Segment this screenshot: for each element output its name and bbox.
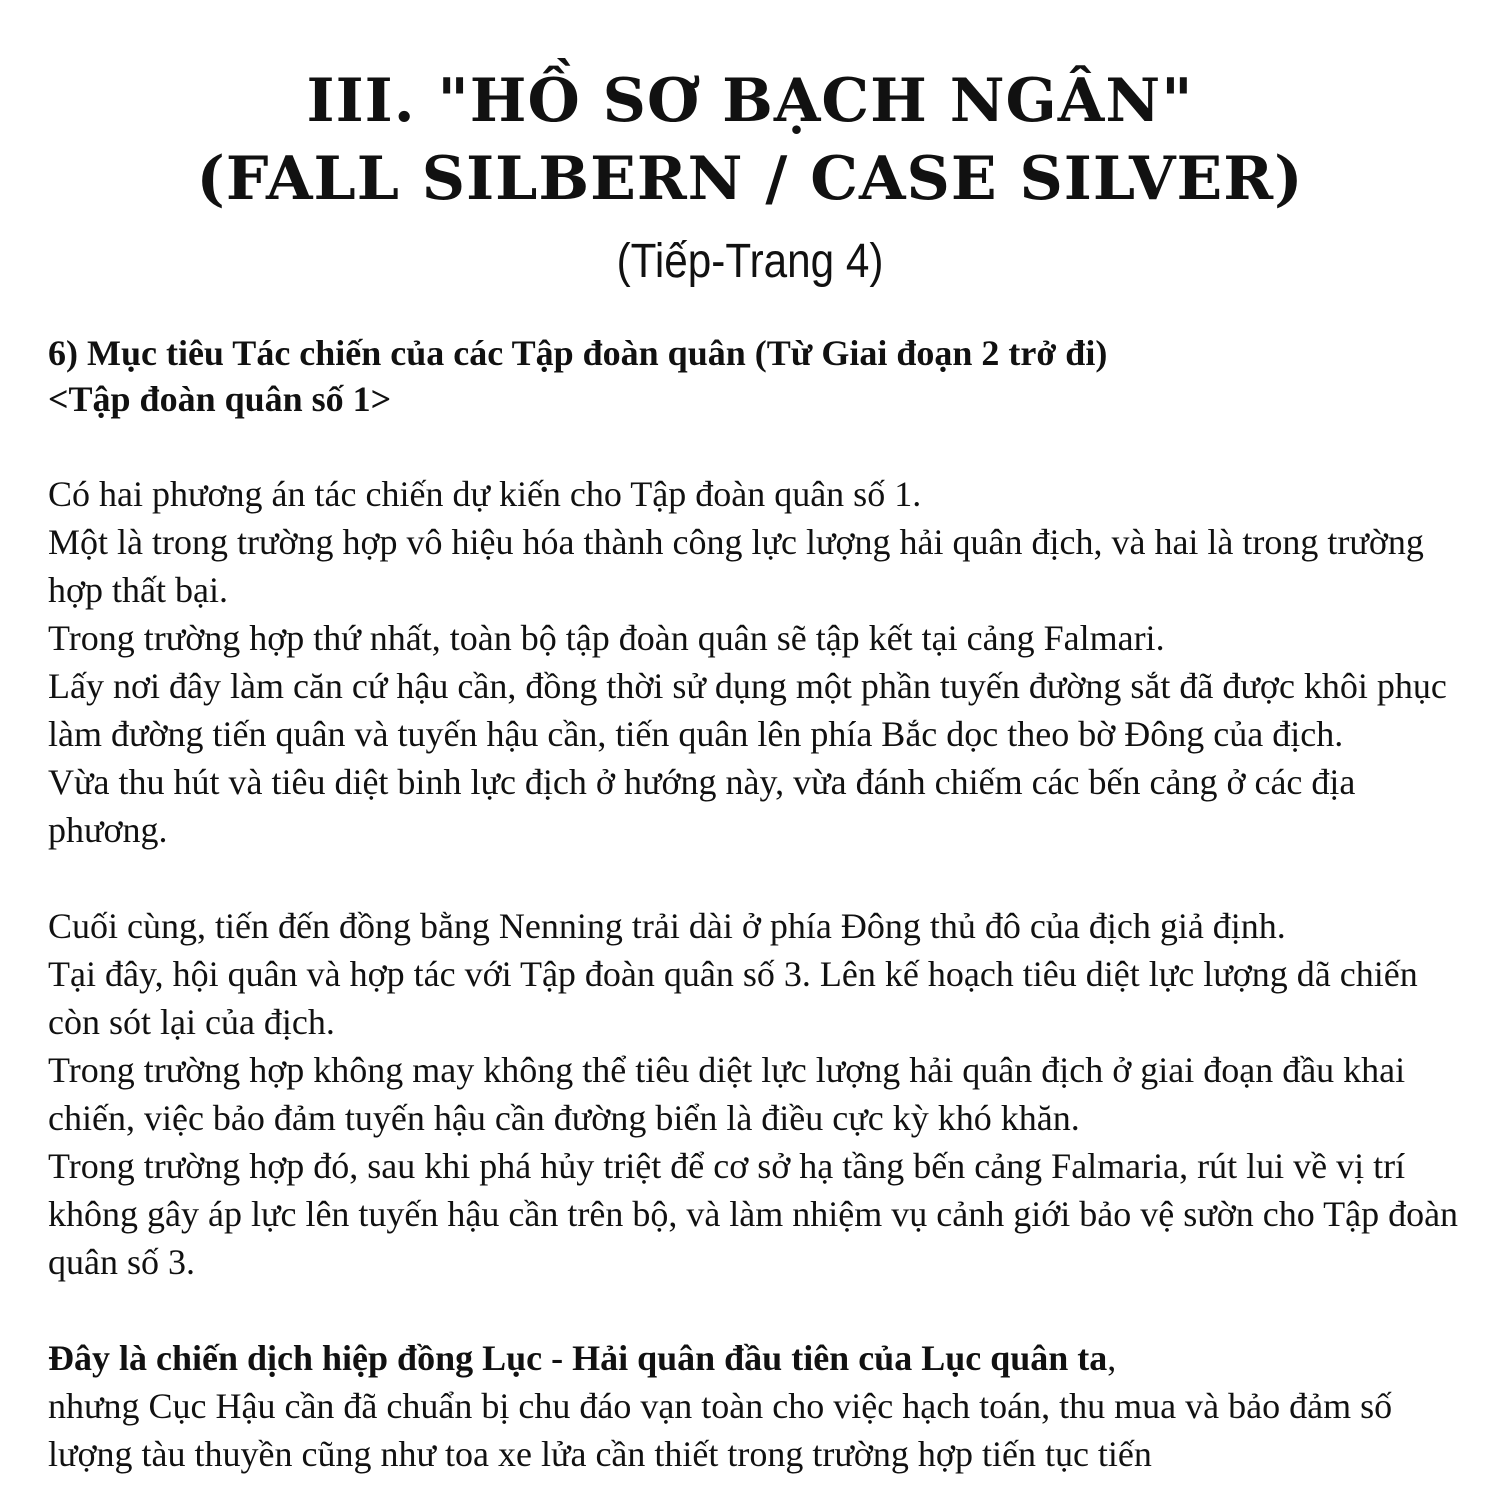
paragraph: Trong trường hợp thứ nhất, toàn bộ tập đoàn quân sẽ tập kết tại cảng Falmari. [48, 618, 1165, 658]
paragraph: Trong trường hợp không may không thể tiêu diệt lực lượng hải quân địch ở giai đoạn đầu khai chiến, việc bảo đảm tuyến hậu cần đường biển là điều cực kỳ khó khăn. [48, 1050, 1406, 1138]
paragraph: Vừa thu hút và tiêu diệt binh lực địch ở hướng này, vừa đánh chiếm các bến cảng ở các địa phương. [48, 762, 1356, 850]
title-block [0, 62, 1500, 292]
section-heading: 6) Mục tiêu Tác chiến của các Tập đoàn quân (Từ Giai đoạn 2 trở đi) [48, 333, 1108, 373]
paragraph: Cuối cùng, tiến đến đồng bằng Nenning trải dài ở phía Đông thủ đô của địch giả định. [48, 906, 1286, 946]
paragraph: Trong trường hợp đó, sau khi phá hủy triệt để cơ sở hạ tầng bến cảng Falmaria, rút lui về vị trí không gây áp lực lên tuyến hậu cần trên bộ, và làm nhiệm vụ cảnh giới bảo vệ sườn cho Tập đoàn quân số 3. [48, 1146, 1459, 1282]
section-subheading: <Tập đoàn quân số 1> [48, 379, 392, 419]
paragraph: Có hai phương án tác chiến dự kiến cho Tập đoàn quân số 1. [48, 474, 922, 514]
paragraph: Tại đây, hội quân và hợp tác với Tập đoàn quân số 3. Lên kế hoạch tiêu diệt lực lượng dã chiến còn sót lại của địch. [48, 954, 1418, 1042]
paragraph-gap [48, 1286, 1468, 1334]
title-line-2: (FALL SILBERN / CASE SILVER) [196, 144, 1304, 214]
body-text [48, 470, 1468, 1478]
paragraph: nhưng Cục Hậu cần đã chuẩn bị chu đáo vạn toàn cho việc hạch toán, thu mua và bảo đảm số lượng tàu thuyền cũng như toa xe lửa cần thiết trong trường hợp tiến tục tiến [48, 1386, 1393, 1474]
title-line-1: III. "HỒ SƠ BẠCH NGÂN" [306, 66, 1194, 136]
emphasis-paragraph [48, 1334, 1468, 1382]
paragraph: Lấy nơi đây làm căn cứ hậu cần, đồng thời sử dụng một phần tuyến đường sắt đã được khôi phục làm đường tiến quân và tuyến hậu cần, tiến quân lên phía Bắc dọc theo bờ Đông của địch. [48, 666, 1447, 754]
emphasis-tail: , [1107, 1338, 1117, 1378]
paragraph-gap [48, 854, 1468, 902]
section-heading-block [48, 330, 1468, 422]
emphasis-text: Đây là chiến dịch hiệp đồng Lục - Hải quân đầu tiên của Lục quân ta [48, 1338, 1108, 1378]
paragraph: Một là trong trường hợp vô hiệu hóa thành công lực lượng hải quân địch, và hai là trong trường hợp thất bại. [48, 522, 1424, 610]
page-subtitle: (Tiếp-Trang 4) [616, 235, 884, 288]
